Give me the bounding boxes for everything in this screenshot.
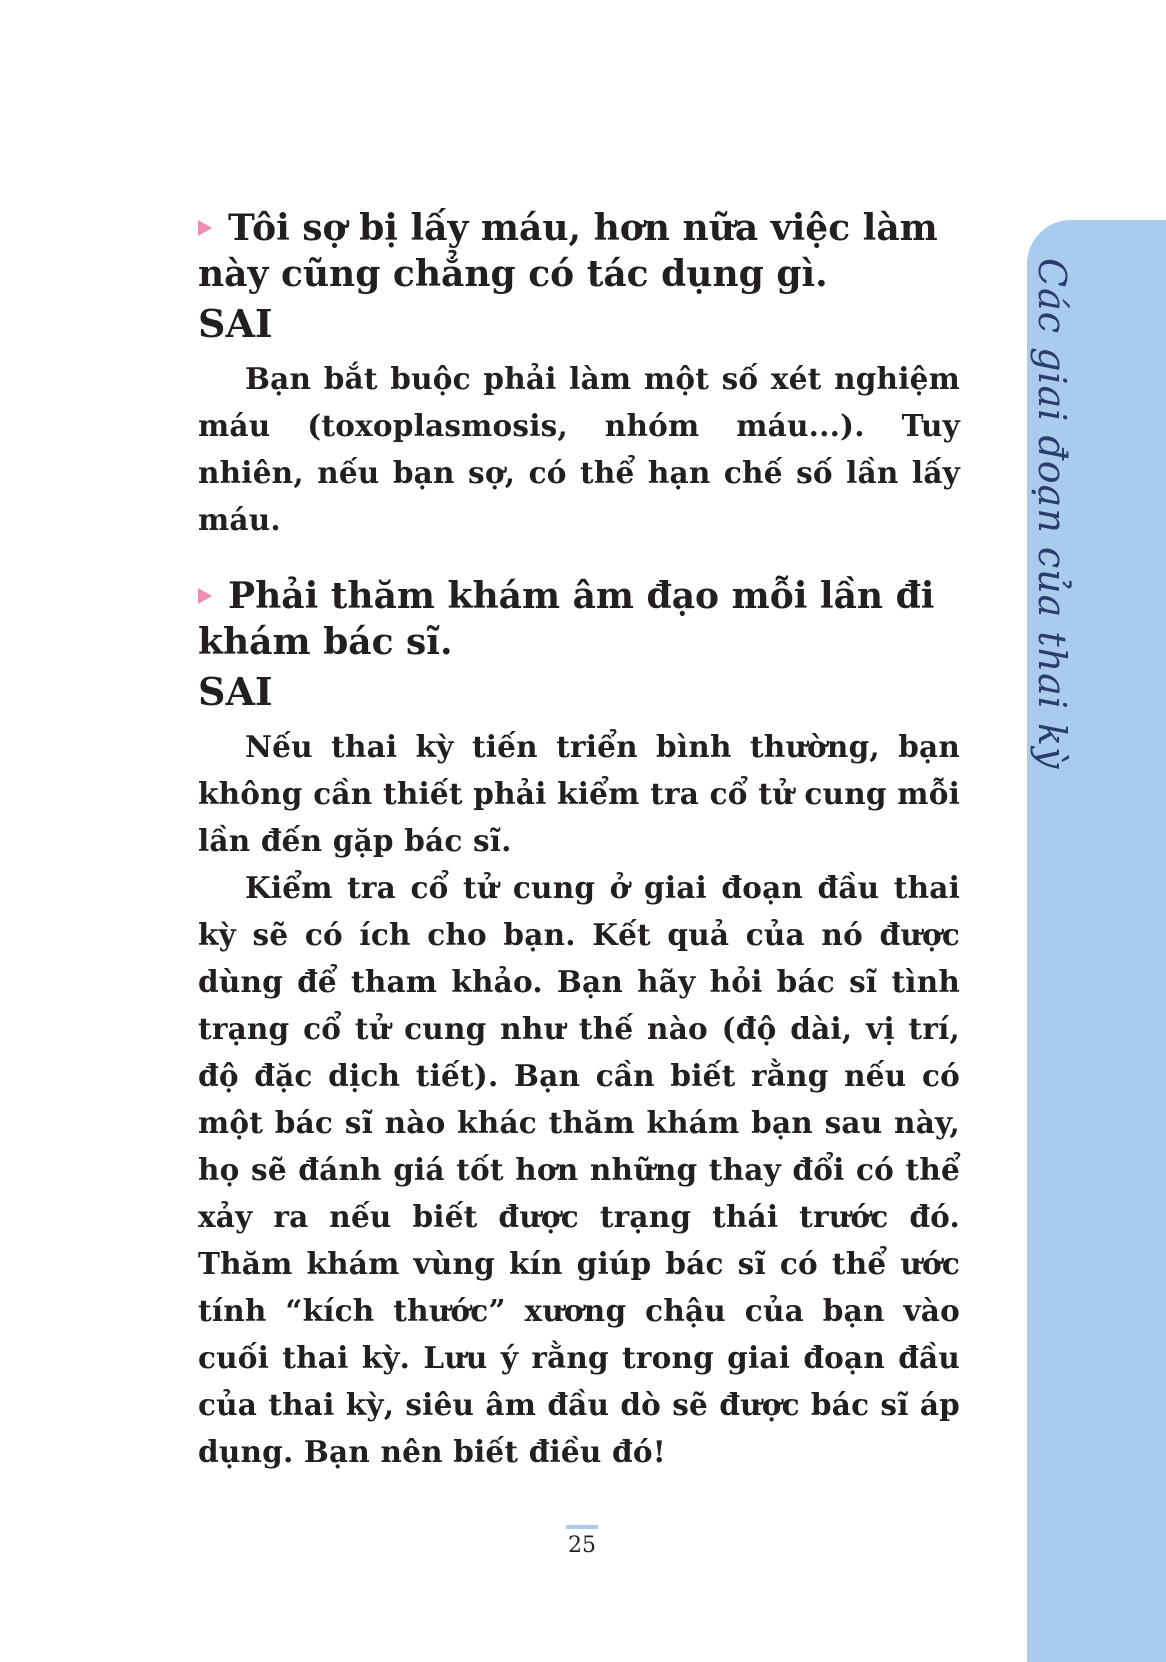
triangle-bullet-icon (198, 588, 212, 604)
page-number: 25 (568, 1533, 596, 1558)
section-2-verdict: SAI (198, 669, 273, 714)
section-2-paragraph-2: Kiểm tra cổ tử cung ở giai đoạn đầu thai kỳ sẽ có ích cho bạn. Kết quả của nó được dùng để tham khảo. Bạn hãy hỏi bác sĩ tình trạng cổ tử cung như thế nào (độ dài, vị trí, độ đặc dịch tiết). Bạn cần biết rằng nếu có một bác sĩ nào khác thăm khám bạn sau này, họ sẽ đánh giá tốt hơn những thay đổi có thể xảy ra nếu biết được trạng thái trước đó. Thăm khám vùng kín giúp bác sĩ có thể ước tính “kích thước” xương chậu của bạn vào cuối thai kỳ. Lưu ý rằng trong giai đoạn đầu của thai kỳ, siêu âm đầu dò sẽ được bác sĩ áp dụng. Bạn nên biết điều đó! (198, 870, 960, 1469)
section-1-paragraph-1: Bạn bắt buộc phải làm một số xét nghiệm máu (toxoplasmosis, nhóm máu...). Tuy nhiên, nếu bạn sợ, có thể hạn chế số lần lấy máu. (198, 361, 960, 537)
page-footer (563, 1525, 601, 1558)
section-1-verdict: SAI (198, 301, 273, 346)
section-2-heading (198, 573, 960, 665)
page-number-rule (566, 1525, 598, 1529)
section-gap (198, 543, 960, 573)
triangle-bullet-icon (198, 220, 212, 236)
section-2-paragraph-1: Nếu thai kỳ tiến triển bình thường, bạn không cần thiết phải kiểm tra cổ tử cung mỗi lần đến gặp bác sĩ. (198, 729, 960, 858)
section-1-heading (198, 205, 960, 297)
chapter-side-title: Các giai đoạn của thai kỳ (1030, 258, 1074, 770)
section-1-heading-text: Tôi sợ bị lấy máu, hơn nữa việc làm này cũng chẳng có tác dụng gì. (198, 207, 938, 295)
page-content (198, 205, 960, 1475)
section-2-heading-text: Phải thăm khám âm đạo mỗi lần đi khám bác sĩ. (198, 575, 935, 663)
